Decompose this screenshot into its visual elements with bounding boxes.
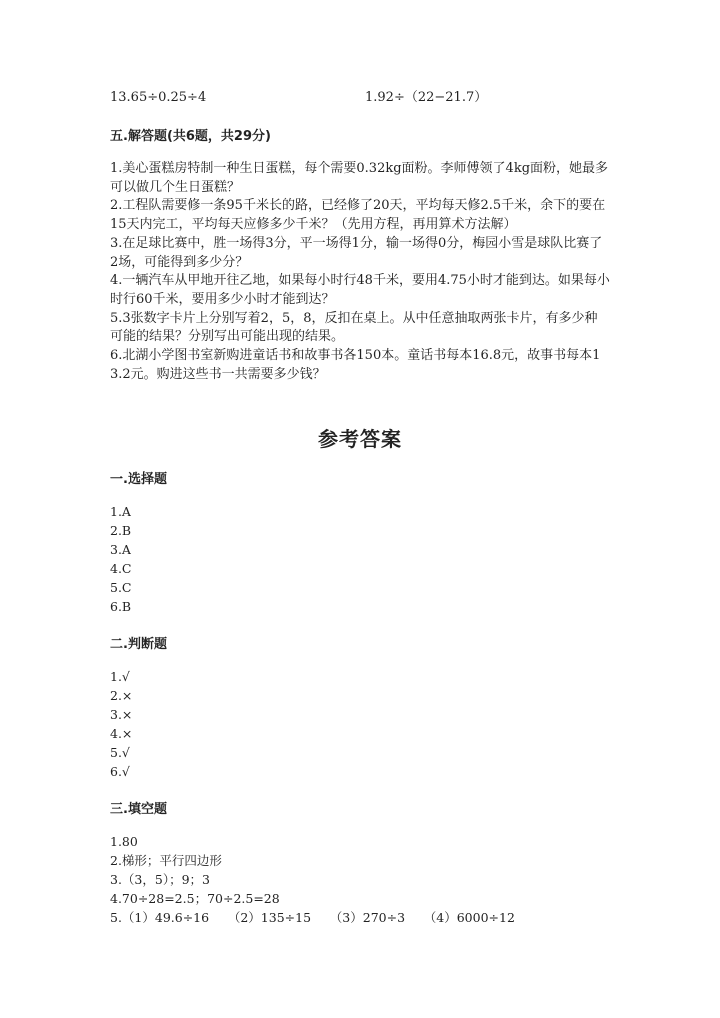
answer-item: 2.×: [110, 688, 133, 703]
answer-item: 4.70÷28=2.5；70÷2.5=28: [110, 891, 280, 906]
answer-item: 6.B: [110, 599, 132, 614]
choice-answers-list: [110, 502, 132, 616]
word-problems-list: [110, 160, 610, 384]
section-title-word-problems: 五.解答题(共6题，共29分): [110, 129, 271, 144]
word-problem: 4.一辆汽车从甲地开往乙地，如果每小时行48千米，要用4.75小时才能到达。如果每小时行60千米，要用多少小时才能到达？: [110, 273, 610, 307]
answer-item: 3.×: [110, 707, 133, 722]
fill-answers-list: [110, 832, 515, 927]
judge-answers-list: [110, 667, 132, 781]
word-problem: 2.工程队需要修一条95千米长的路，已经修了20天，平均每天修2.5千米，余下的要在15天内完工，平均每天应修多少千米？（先用方程，再用算术方法解）: [110, 198, 606, 233]
calc-expression-right: 1.92÷（22−21.7）: [365, 90, 488, 105]
section-title-judge: 二.判断题: [110, 637, 167, 652]
section-title-choice: 一.选择题: [110, 472, 167, 487]
answer-item: 5.√: [110, 745, 130, 760]
answer-item: 2.B: [110, 523, 132, 538]
answer-item: 3.（3，5）；9；3: [110, 872, 210, 887]
word-problem: 1.美心蛋糕房特制一种生日蛋糕，每个需要0.32kg面粉。李师傅领了4kg面粉，她最多可以做几个生日蛋糕？: [110, 161, 609, 195]
answer-item: 3.A: [110, 542, 131, 557]
answer-item: 1.√: [110, 669, 130, 684]
answer-item: 6.√: [110, 764, 130, 779]
answer-item: 5.C: [110, 580, 132, 595]
answer-key-title: 参考答案: [318, 427, 402, 451]
section-title-fill: 三.填空题: [110, 802, 167, 817]
answer-item: 1.80: [110, 834, 138, 849]
calc-expression-left: 13.65÷0.25÷4: [110, 90, 207, 105]
word-problem: 3.在足球比赛中，胜一场得3分，平一场得1分，输一场得0分，梅园小雪是球队比赛了2场，可能得到多少分？: [110, 235, 603, 270]
answer-item: 5.（1）49.6÷16 （2）135÷15 （3）270÷3 （4）6000÷12: [110, 910, 515, 925]
answer-item: 1.A: [110, 504, 131, 519]
word-problem: 6.北湖小学图书室新购进童话书和故事书各150本。童话书每本16.8元，故事书每本13.2元。购进这些书一共需要多少钱？: [110, 348, 601, 382]
answer-item: 4.×: [110, 726, 133, 741]
answer-item: 4.C: [110, 561, 132, 576]
word-problem: 5.3张数字卡片上分别写着2，5，8，反扣在桌上。从中任意抽取两张卡片，有多少种可能的结果？分别写出可能出现的结果。: [110, 310, 598, 345]
answer-item: 2.梯形；平行四边形: [110, 853, 222, 868]
